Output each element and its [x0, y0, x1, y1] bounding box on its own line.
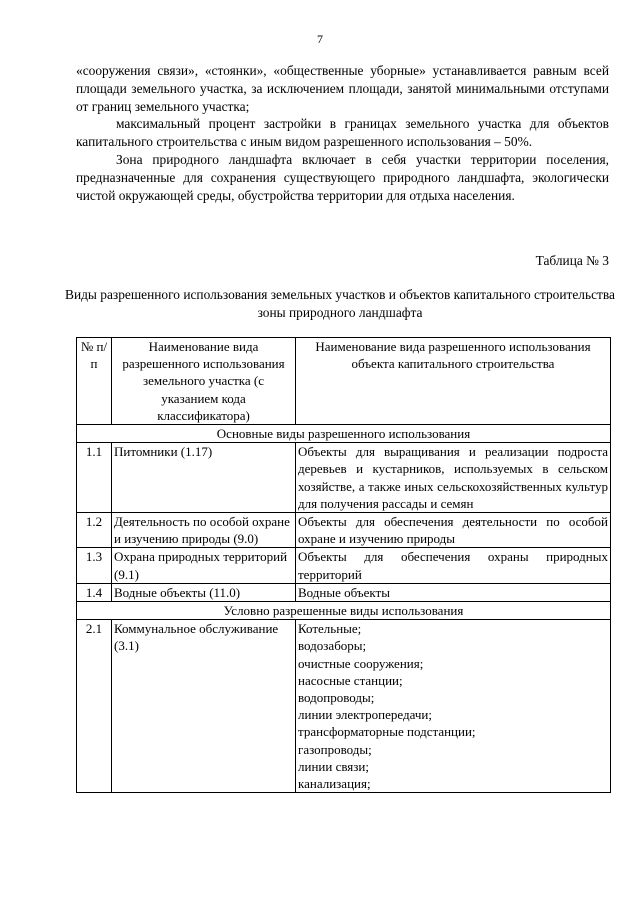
table-label: Таблица № 3: [535, 253, 609, 268]
list-item: трансформаторные подстанции;: [298, 724, 476, 740]
row-object-list: [296, 620, 611, 793]
row-land-use: Коммунальное обслуживание (3.1): [112, 620, 296, 793]
row-num: 1.2: [77, 513, 112, 548]
table-row: [77, 443, 611, 513]
row-land-use: Деятельность по особой охране и изучению природы (9.0): [112, 513, 296, 548]
section-conditional-title: Условно разрешенные виды использования: [77, 602, 611, 620]
list-item: канализация;: [298, 776, 371, 792]
section-row: [77, 602, 611, 620]
row-land-use: Охрана природных территорий (9.1): [112, 548, 296, 583]
list-item: водопроводы;: [298, 690, 375, 706]
row-object-use: Объекты для обеспечения охраны природных территорий: [296, 548, 611, 583]
body-text: [76, 62, 609, 204]
list-item: водозаборы;: [298, 638, 367, 654]
table-row: [77, 583, 611, 601]
section-main-title: Основные виды разрешенного использования: [77, 425, 611, 443]
list-item: очистные сооружения;: [298, 655, 424, 671]
row-num: 2.1: [77, 620, 112, 793]
list-item: линии электропередачи;: [298, 707, 432, 723]
row-object-use: Объекты для выращивания и реализации подроста деревьев и кустарников, используемых в сельском хозяйстве, а также иных сельскохозяйственных культур для получения рассады и семян: [296, 443, 611, 513]
table-row: [77, 548, 611, 583]
paragraph: Зона природного ландшафта включает в себя участки территории поселения, предназначенные для сохранения существующего природного ландшафта, экологически чистой окружающей среды, обустройства территории для отдыха населения.: [76, 151, 609, 203]
list-item: линии связи;: [298, 758, 369, 774]
row-num: 1.4: [77, 583, 112, 601]
table-header-row: [77, 338, 611, 425]
table-title: Виды разрешенного использования земельных участков и объектов капитального строительства зоны природного ландшафта: [65, 287, 615, 320]
table-row: [77, 513, 611, 548]
header-land-use: Наименование вида разрешенного использования земельного участка (с указанием кода классификатора): [112, 338, 296, 425]
row-object-use: Водные объекты: [296, 583, 611, 601]
row-land-use: Водные объекты (11.0): [112, 583, 296, 601]
land-use-table: [76, 337, 611, 793]
list-item: Котельные;: [298, 621, 362, 637]
paragraph: «сооружения связи», «стоянки», «общественные уборные» устанавливается равным всей площади земельного участка, за исключением площади, занятой минимальными отступами от границ земельного участка;: [76, 63, 609, 114]
row-land-use: Питомники (1.17): [112, 443, 296, 513]
table-row: [77, 620, 611, 793]
page-number: 7: [317, 32, 323, 46]
row-num: 1.3: [77, 548, 112, 583]
section-row: [77, 425, 611, 443]
list-item: газопроводы;: [298, 741, 372, 757]
row-num: 1.1: [77, 443, 112, 513]
row-object-use: Объекты для обеспечения деятельности по особой охране и изучению природы: [296, 513, 611, 548]
header-object-use: Наименование вида разрешенного использования объекта капитального строительства: [296, 338, 611, 425]
header-num: № п/п: [77, 338, 112, 425]
paragraph: максимальный процент застройки в границах земельного участка для объектов капитального строительства с иным видом разрешенного использования – 50%.: [76, 116, 609, 150]
list-item: насосные станции;: [298, 672, 403, 688]
